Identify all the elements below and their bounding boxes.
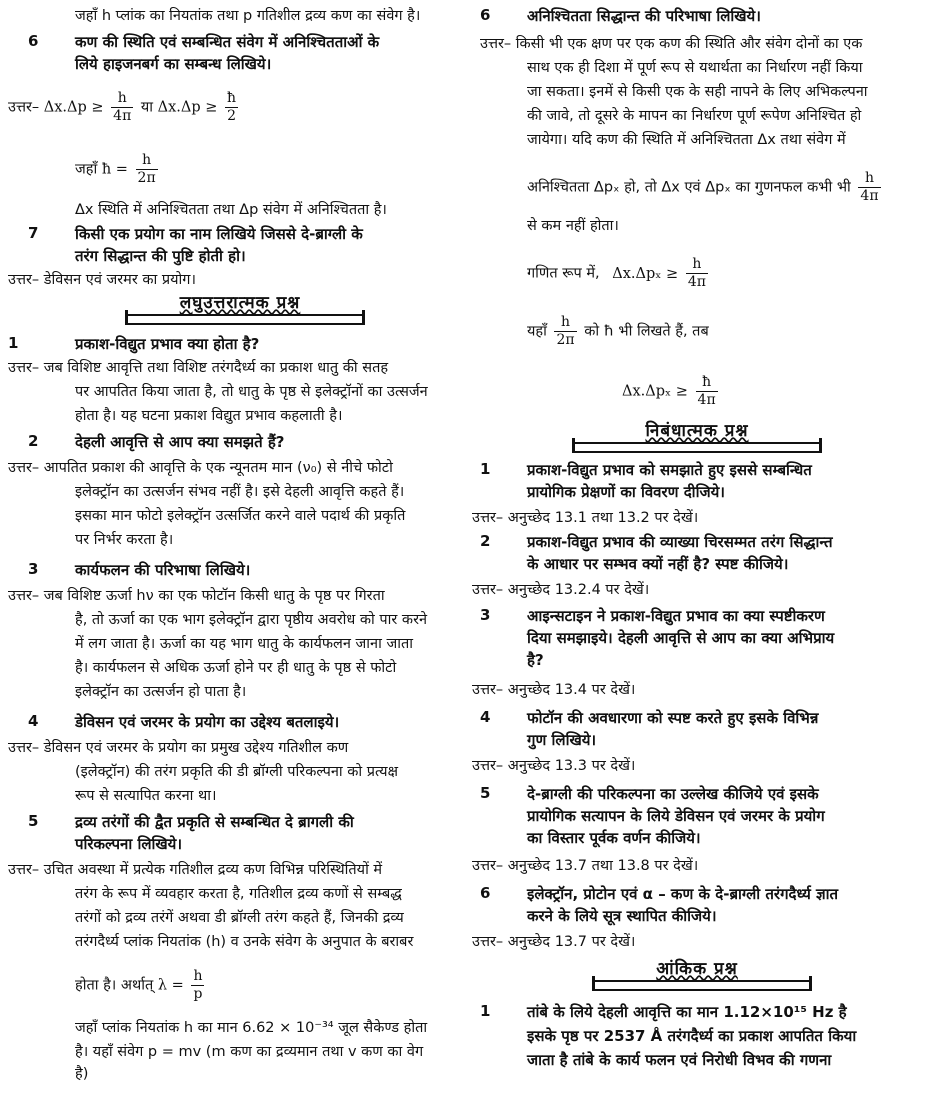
- fraction: $\frac{h}{4\pi}$: [113, 90, 132, 124]
- fraction: $\frac{h}{2\pi}$: [556, 314, 575, 348]
- fraction: $\frac{ħ}{2}$: [227, 90, 237, 124]
- answer-label: उत्तर–: [8, 99, 40, 116]
- answer-7: उत्तर– डेविसन एवं जरमर का प्रयोग।: [8, 272, 196, 288]
- section-heading-numerical: आंकिक प्रश्न: [656, 959, 738, 979]
- fraction: $\frac{ħ}{4\pi}$: [697, 374, 716, 408]
- right-column: 6 अनिश्चितता सिद्धान्त की परिभाषा लिखिये। उत्तर– किसी भी एक क्षण पर एक कण की स्थिति और संवेग दोनों का एक साथ एक ही दिशा में पूर्ण रूप से यथार्थता का निर्धारण नहीं किया जा सकता। इनमें से किसी एक के सही नापने के लिए अभिकल्पना की जावे, तो दूसरे के मापन का निर्धारण पूर्ण रूपेण अनिश्चित हो जायेगा। यदि कण की स्थिति में अनिश्चितता Δx तथा संवेग में अनिश्चितता Δpₓ हो, तो Δx एवं Δpₓ का गुणनफल कभी भी $\frac{h}{4\pi}$ से कम नहीं होता। गणित रूप में, Δx.Δpₓ ≥ $\frac{h}{4\pi}$ यहाँ $\frac{h}{2\pi}$ को ħ भी लिखते हैं, तब Δx.Δpₓ ≥ $\frac{ħ}{4\pi}$ निबंधात्मक प्रश्न 1 प्रकाश-विद्युत प्रभाव को समझाते हुए इससे सम्बन्धित प्रायोगिक प्रेक्षणों का विवरण दीजिये। उत्तर– अनुच्छेद 13.1 तथा 13.2 पर देखें। 2 प्रकाश-विद्युत प्रभाव की व्याख्या चिरसम्मत तरंग सिद्धान्त के आधार पर सम्भव क्यों नहीं है? स्पष्ट कीजिये। उत्तर– अनुच्छेद 13.2.4 पर देखें। 3 आइन्सटाइन ने प्रकाश-विद्युत प्रभाव का क्या स्पष्टीकरण दिया समझाइये। देहली आवृत्ति से आप का क्या अभिप्राय है? उत्तर– अनुच्छेद 13.4 पर देखें। 4 फोटॉन की अवधारणा को स्पष्ट करते हुए इसके विभिन्न गुण लिखिये। उत्तर– अनुच्छेद 13.3 पर देखें। 5 दे-ब्राग्ली की परिकल्पना का उल्लेख कीजिये एवं इसके प्रायोगिक सत्यापन के लिये डेविसन एवं जरमर के प्रयोग का विस्तार पूर्वक वर्णन कीजिये। उत्तर– अनुच्छेद 13.7 तथा 13.8 पर देखें। 6 इलेक्ट्रॉन, प्रोटोन एवं α – कण के दे-ब्राग्ली तरंगदैर्ध्य ज्ञात करने के लिये सूत्र स्थापित कीजिये। उत्तर– अनुच्छेद 13.7 पर देखें। आंकिक प्रश्न 1 तांबे के लिये देहली आवृत्ति का मान 1.12×10¹⁵ Hz है इसके पृष्ठ पर 2537 Å तरंगदैर्ध्य का प्रकाश आपतित किया जाता है तांबे के कार्य फलन एवं निरोधी विभव की गणना: [472, 6, 879, 1069]
- section-divider: [572, 442, 822, 453]
- section-heading-essay: निबंधात्मक प्रश्न: [645, 421, 749, 441]
- intro-line: जहाँ h प्लांक का नियतांक तथा p गतिशील द्रव्य कण का संवेग है।: [75, 8, 421, 24]
- left-column: जहाँ h प्लांक का नियतांक तथा p गतिशील द्रव्य कण का संवेग है। 6 कण की स्थिति एवं सम्बन्धित संवेग में अनिश्चितताओं के लिये हाइजनबर्ग का सम्बन्ध लिखिये। उत्तर– Δx.Δp ≥ $\frac{h}{4\pi}$ या Δx.Δp ≥ $\frac{ħ}{2}$ जहाँ ħ = $\frac{h}{2\pi}$ Δx स्थिति में अनिश्चितता तथा Δp संवेग में अनिश्चितता है। 7 किसी एक प्रयोग का नाम लिखिये जिससे दे-ब्राग्ली के तरंग सिद्धान्त की पुष्टि होती हो। उत्तर– डेविसन एवं जरमर का प्रयोग। लघुउत्तरात्मक प्रश्न 1 प्रकाश-विद्युत प्रभाव क्या होता है? उत्तर– जब विशिष्ट आवृत्ति तथा विशिष्ट तरंगदैर्ध्य का प्रकाश धातु की सतह पर आपतित किया जाता है, तो धातु के पृष्ठ से इलेक्ट्रॉनों का उत्सर्जन होता है। यह घटना प्रकाश विद्युत प्रभाव कहलाती है। 2 देहली आवृत्ति से आप क्या समझते हैं? उत्तर– आपतित प्रकाश की आवृत्ति के एक न्यूनतम मान (ν₀) से नीचे फोटो इलेक्ट्रॉन का उत्सर्जन संभव नहीं है। इसे देहली आवृत्ति कहते हैं। इसका मान फोटो इलेक्ट्रॉन उत्सर्जित करने वाले पदार्थ की प्रकृति पर निर्भर करता है। 3 कार्यफलन की परिभाषा लिखिये। उत्तर– जब विशिष्ट ऊर्जा hν का एक फोटॉन किसी धातु के पृष्ठ पर गिरता है, तो ऊर्जा का एक भाग इलेक्ट्रॉन द्वारा पृष्ठीय अवरोध को पार करने में लग जाता है। ऊर्जा का यह भाग धातु के कार्यफलन जाना जाता है। कार्यफलन से अधिक ऊर्जा होने पर ही धातु के पृष्ठ से फोटो इलेक्ट्रॉन का उत्सर्जन हो पाता है। 4 डेविसन एवं जरमर के प्रयोग का उद्देश्य बतलाइये। उत्तर– डेविसन एवं जरमर के प्रयोग का प्रमुख उद्देश्य गतिशील कण (इलेक्ट्रॉन) की तरंग प्रकृति की डी ब्रॉग्ली परिकल्पना को प्रत्यक्ष रूप से सत्यापित करना था। 5 द्रव्य तरंगों की द्वैत प्रकृति से सम्बन्धित दे ब्रागली की परिकल्पना लिखिये। उत्तर– उचित अवस्था में प्रत्येक गतिशील द्रव्य कण विभिन्न परिस्थितियों में तरंग के रूप में व्यवहार करता है, गतिशील द्रव्य कणों से सम्बद्ध तरंगों को द्रव्य तरंगें अथवा डी ब्रॉग्ली तरंग कहते हैं, जिनकी द्रव्य तरंगदैर्ध्य प्लांक नियतांक (h) व उनके संवेग के अनुपात के बराबर होता है। अर्थात् λ = $\frac{h}{p}$ जहाँ प्लांक नियतांक h का मान 6.62 × 10⁻³⁴ जूल सैकेण्ड होता है। यहाँ संवेग p = mv (m कण का द्रव्यमान तथा v कण का वेग है): [8, 8, 428, 1082]
- section-divider: [592, 980, 812, 991]
- fraction: $\frac{h}{4\pi}$: [860, 170, 879, 204]
- fraction: $\frac{h}{4\pi}$: [687, 256, 706, 290]
- section-heading-short: लघुउत्तरात्मक प्रश्न: [179, 293, 301, 313]
- fraction: $\frac{h}{2\pi}$: [137, 152, 156, 186]
- section-divider: [125, 314, 365, 325]
- fraction: $\frac{h}{p}$: [193, 968, 203, 1002]
